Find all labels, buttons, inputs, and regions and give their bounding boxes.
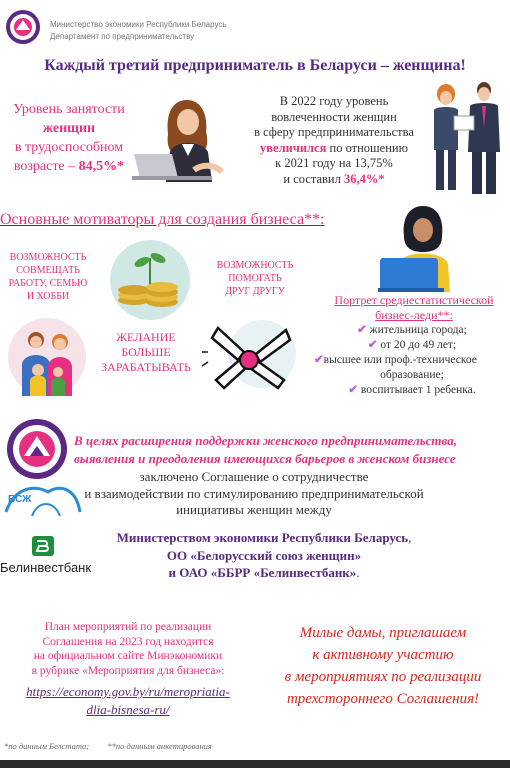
employment-line2: женщин xyxy=(42,121,96,136)
woman-laptop-illustration xyxy=(132,92,242,182)
involvement-line3: в сферу предпринимательства xyxy=(254,125,414,139)
employment-value: 84,5%* xyxy=(78,159,125,174)
footnotes xyxy=(4,741,212,751)
involvement-line2: вовлеченности женщин xyxy=(271,109,397,124)
motivator-help: ВОЗМОЖНОСТЬ ПОМОГАТЬ ДРУГ ДРУГУ xyxy=(216,260,294,297)
bank-logo-icon xyxy=(32,536,54,556)
plan-url-link-2[interactable]: dlia-bisnesa-ru/ xyxy=(86,702,170,717)
bottom-bar xyxy=(0,760,510,768)
portrait-item-3b: образование; xyxy=(380,369,444,381)
invitation-line-3: в мероприятиях по реализации xyxy=(284,669,482,685)
businesswoman-laptop-illustration xyxy=(378,202,468,292)
plan-line-1: План мероприятий по реализации xyxy=(44,621,212,633)
portrait-title-line1: Портрет среднестатистической xyxy=(334,293,494,307)
involvement-line6: и составил 36,4%* xyxy=(283,171,385,186)
bank-name: Белинвестбанк xyxy=(0,560,92,575)
family-illustration xyxy=(8,318,86,396)
agreement-italic-2: выявления и преодоления имеющихся барьеров в женском бизнесе xyxy=(74,450,456,466)
bank-logo xyxy=(0,536,90,580)
agreement-body xyxy=(74,469,434,519)
plan-block xyxy=(0,620,256,678)
motivators-title: Основные мотиваторы для создания бизнеса**: xyxy=(0,211,325,228)
involvement-value: 36,4%* xyxy=(343,171,385,186)
employment-line1: Уровень занятости xyxy=(13,102,125,117)
women-union-logo xyxy=(4,482,82,518)
employment-line3: в трудоспособном xyxy=(14,140,124,155)
involvement-line4: увеличился по отношению xyxy=(260,140,408,155)
hands-together-illustration xyxy=(200,318,296,390)
agreement-italic-1: В целях расширения поддержки женского предпринимательства, xyxy=(74,433,457,448)
agreement-line-1: заключено Соглашение о сотрудничестве xyxy=(139,469,369,484)
check-icon: ✔ xyxy=(357,324,367,336)
portrait-list xyxy=(314,323,510,398)
women-union-abbr: БСЖ xyxy=(8,494,32,505)
invitation-line-2: к активному участию xyxy=(312,647,454,663)
business-people-illustration xyxy=(424,80,510,198)
party-women-union: ОО «Белорусский союз женщин» xyxy=(166,547,362,563)
agreement-parties xyxy=(88,529,440,582)
ministry-emblem-large-icon xyxy=(6,418,68,480)
plan-line-3: на официальном сайте Минэкономики xyxy=(33,650,223,662)
party-ministry: Министерством экономики Республики Беларусь, xyxy=(116,530,412,545)
agreement-block xyxy=(74,432,510,467)
invitation-line-4: трехстороннего Соглашения! xyxy=(286,691,480,707)
header-ministry: Министерство экономики Республики Беларусь xyxy=(50,20,227,29)
ministry-emblem-icon xyxy=(4,8,42,46)
portrait-item-2: ✔ от 20 до 49 лет; xyxy=(367,339,457,351)
party-bank: и ОАО «ББРР «Белинвестбанк». xyxy=(168,565,360,580)
motivator-combine: ВОЗМОЖНОСТЬ СОВМЕЩАТЬ РАБОТУ, СЕМЬЮ И ХОББИ xyxy=(8,252,88,302)
involvement-block xyxy=(244,94,424,187)
portrait-title xyxy=(318,293,510,323)
coins-plant-illustration xyxy=(104,240,196,320)
plan-line-2: Соглашения на 2023 год находится xyxy=(42,635,214,648)
involvement-line1: В 2022 году уровень xyxy=(279,94,389,108)
portrait-item-1: ✔ жительница города; xyxy=(357,324,467,336)
headline: Каждый третий предприниматель в Беларуси – женщина! xyxy=(44,57,466,74)
invitation-block xyxy=(256,622,510,710)
agreement-line-3: инициативы женщин между xyxy=(176,502,332,517)
portrait-title-line2: бизнес-леди**: xyxy=(375,308,453,322)
header-department: Департамент по предпринимательству xyxy=(50,32,195,41)
check-icon: ✔ xyxy=(314,354,324,366)
employment-line4: возрасте – 84,5%* xyxy=(13,159,125,174)
motivator-earn: ЖЕЛАНИЕ БОЛЬШЕ ЗАРАБАТЫВАТЬ xyxy=(101,330,191,374)
portrait-item-4: ✔ воспитывает 1 ребенка. xyxy=(348,384,476,396)
footnote-2: **по данным анкетирования xyxy=(107,741,212,751)
involvement-increased: увеличился xyxy=(260,140,327,155)
involvement-line5: к 2021 году на 13,75% xyxy=(275,156,393,170)
plan-line-4: в рубрике «Мероприятия для бизнеса»: xyxy=(31,664,225,677)
portrait-item-3: ✔высшее или проф.-техническое xyxy=(314,354,477,366)
agreement-line-2: и взаимодействии по стимулированию предпринимательской xyxy=(84,485,424,501)
check-icon: ✔ xyxy=(367,339,378,351)
plan-url-link-1[interactable]: https://economy.gov.by/ru/meropriatia- xyxy=(26,684,230,699)
invitation-line-1: Милые дамы, приглашаем xyxy=(299,625,467,641)
employment-block xyxy=(2,100,136,176)
footnote-1: *по данным Белстата; xyxy=(4,741,90,751)
check-icon: ✔ xyxy=(348,384,358,396)
plan-url[interactable] xyxy=(0,683,256,719)
header xyxy=(4,6,304,50)
